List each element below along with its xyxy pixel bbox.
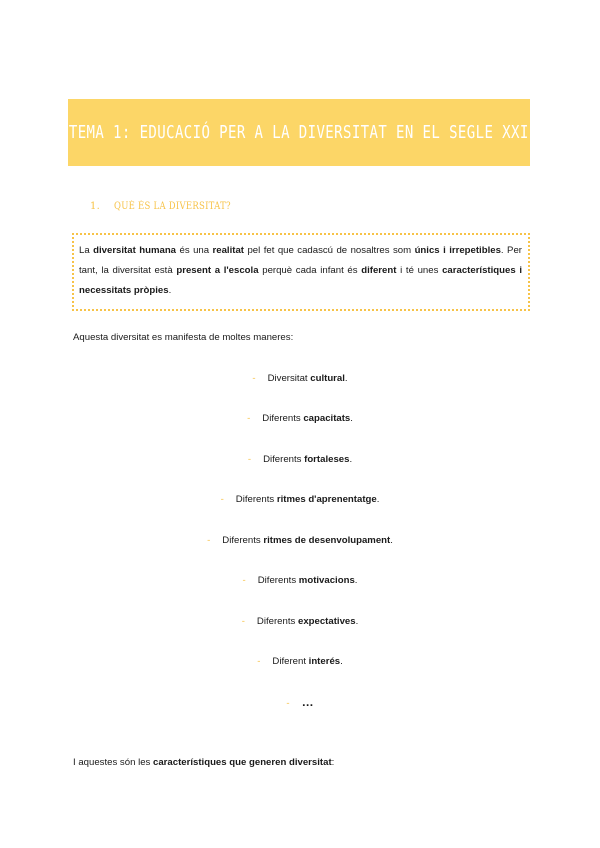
section-title: QUÈ ÉS LA DIVERSITAT? — [114, 201, 231, 212]
list-item — [0, 695, 600, 709]
definition-highlight: present a l'escola — [176, 265, 259, 276]
list-item — [0, 454, 600, 465]
list-item-text: Diferents — [257, 575, 297, 586]
list-item-punct: . — [344, 373, 348, 384]
definition-text: és una — [179, 245, 210, 256]
list-item-highlight: fortaleses — [304, 454, 350, 465]
definition-highlight: únics i irrepetibles — [414, 245, 501, 256]
list-item-punct: . — [340, 656, 343, 667]
list-item-text: Diferents — [235, 494, 275, 505]
dash-bullet: - — [247, 454, 252, 465]
list-item-highlight: capacitats — [303, 413, 351, 424]
list-item-punct: . — [376, 494, 380, 505]
list-item-highlight: expectatives — [297, 616, 356, 627]
closing-text — [73, 757, 334, 768]
dash-bullet: - — [207, 535, 211, 546]
dash-bullet: - — [242, 575, 246, 586]
list-item-punct: . — [350, 413, 353, 424]
list-item-punct: . — [390, 535, 393, 546]
dash-bullet: - — [241, 616, 245, 627]
list-item — [0, 413, 600, 424]
section-number: 1. — [90, 201, 101, 212]
page-title: TEMA 1: EDUCACIÓ PER A LA DIVERSITAT EN EL SEGLE XXI — [69, 122, 529, 143]
definition-text: i té unes — [400, 265, 439, 276]
closing-punct: : — [331, 757, 335, 768]
list-item-text: Diversitat — [267, 373, 308, 384]
dash-bullet: - — [252, 373, 256, 384]
closing-highlight: característiques que generen diversitat — [153, 757, 332, 768]
title-banner — [68, 99, 530, 166]
list-item-text: Diferents — [222, 535, 261, 546]
list-item-text: Diferents — [263, 454, 302, 465]
definition-text: pel fet que cadascú de nosaltres som — [247, 245, 412, 256]
list-item-punct: . — [349, 454, 353, 465]
definition-text: La — [79, 245, 90, 256]
list-item — [0, 616, 600, 627]
list-item-text: Diferent — [272, 656, 306, 667]
list-item — [0, 535, 600, 546]
list-item-highlight: ritmes d'aprenentatge — [276, 494, 377, 505]
list-item-text: Diferents — [262, 413, 301, 424]
dash-bullet: - — [286, 698, 290, 709]
list-item-highlight: motivacions — [298, 575, 355, 586]
dash-bullet: - — [247, 413, 251, 424]
dash-bullet: - — [220, 494, 224, 505]
definition-highlight: característiques i necessitats pròpies — [79, 265, 523, 296]
definition-highlight: realitat — [212, 245, 244, 256]
definition-text: . Per tant, la diversitat està — [79, 245, 522, 276]
closing-plain: I aquestes són les — [73, 757, 151, 768]
definition-text: . — [168, 285, 172, 296]
definition-highlight: diversitat humana — [93, 245, 177, 256]
list-item-highlight: interés — [308, 656, 341, 667]
list-item — [0, 656, 600, 667]
intro-text: Aquesta diversitat es manifesta de moltes maneres: — [73, 332, 294, 343]
definition-box — [72, 233, 530, 311]
definition-text: perquè cada infant és — [262, 265, 358, 276]
list-item-punct: . — [354, 575, 358, 586]
list-item-text: Diferents — [256, 616, 296, 627]
definition-highlight: diferent — [361, 265, 397, 276]
list-item-highlight: cultural — [310, 373, 345, 384]
list-item — [0, 575, 600, 586]
list-item — [0, 373, 600, 384]
list-item-punct: . — [355, 616, 359, 627]
ellipsis: … — [301, 695, 314, 709]
section-heading — [90, 201, 252, 212]
dash-bullet: - — [257, 656, 261, 667]
list-item-highlight: ritmes de desenvolupament — [263, 535, 391, 546]
list-item — [0, 494, 600, 505]
